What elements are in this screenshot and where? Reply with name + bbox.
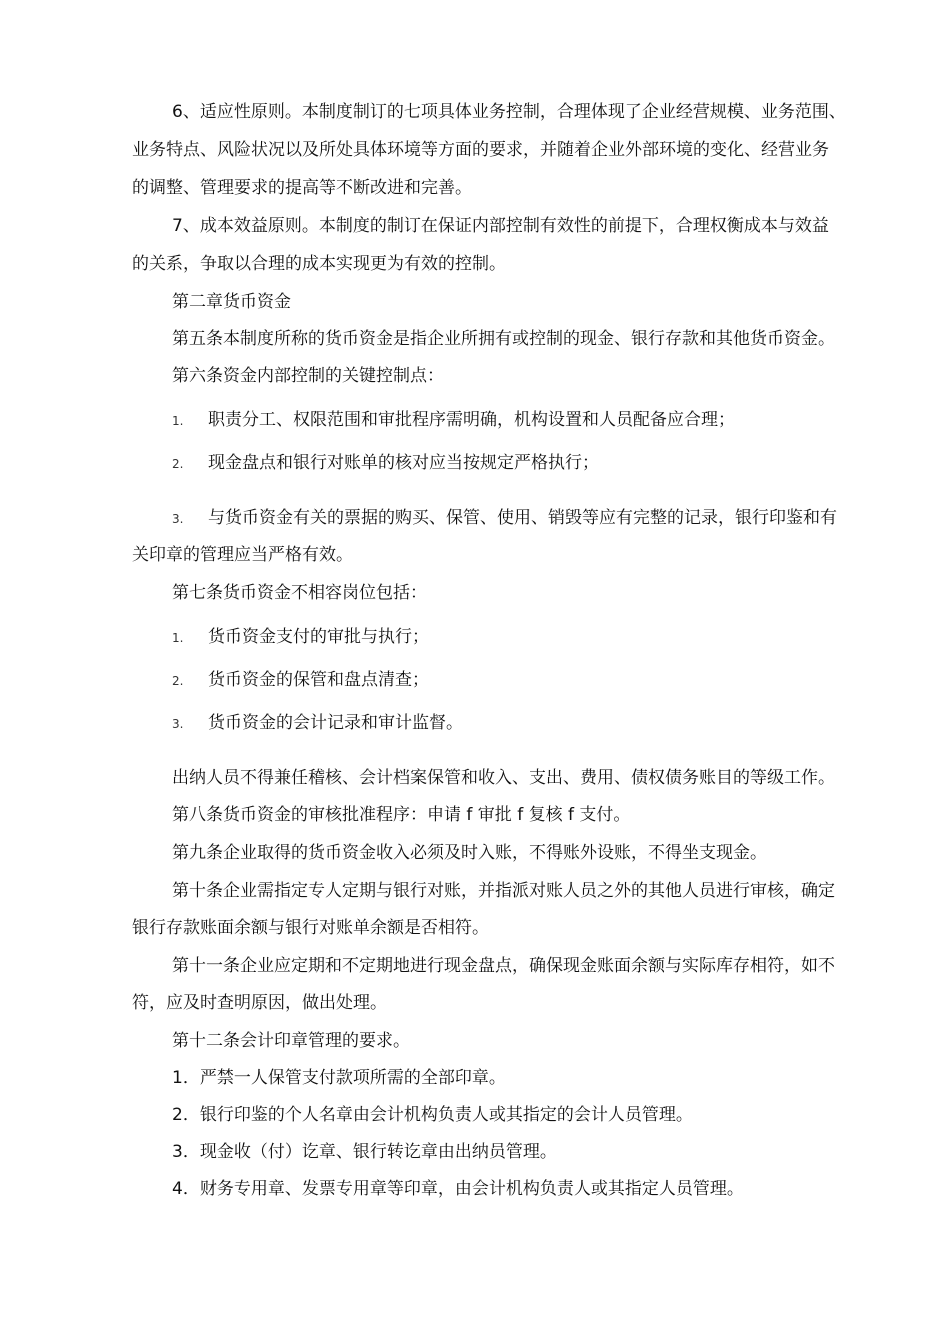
list-item-number: 2. <box>172 457 184 471</box>
list-item-number: 1. <box>172 631 184 645</box>
article-10-line-2: 银行存款账面余额与银行对账单余额是否相符。 <box>132 918 489 938</box>
list-item-number: 3. <box>172 512 184 526</box>
list-item-number: 1. <box>172 414 184 428</box>
principle-6-line-1: 6、适应性原则。本制度制订的七项具体业务控制，合理体现了企业经营规模、业务范围、 <box>172 102 846 122</box>
list-item: 现金盘点和银行对账单的核对应当按规定严格执行； <box>208 453 599 473</box>
list-item-continuation: 关印章的管理应当严格有效。 <box>132 545 353 565</box>
article-11-line-1: 第十一条企业应定期和不定期地进行现金盘点，确保现金账面余额与实际库存相符，如不 <box>172 956 835 976</box>
article-11-line-2: 符，应及时查明原因，做出处理。 <box>132 993 387 1013</box>
principle-7-line-1: 7、成本效益原则。本制度的制订在保证内部控制有效性的前提下，合理权衡成本与效益 <box>172 216 829 236</box>
list-item: 货币资金支付的审批与执行； <box>208 627 429 647</box>
seal-rule-1: 1．严禁一人保管支付款项所需的全部印章。 <box>172 1068 506 1088</box>
chapter-heading: 第二章货币资金 <box>172 292 291 312</box>
list-item: 货币资金的会计记录和审计监督。 <box>208 713 463 733</box>
article-12: 第十二条会计印章管理的要求。 <box>172 1031 410 1051</box>
article-8: 第八条货币资金的审核批准程序：申请 f 审批 f 复核 f 支付。 <box>172 805 631 825</box>
seal-rule-3: 3．现金收（付）讫章、银行转讫章由出纳员管理。 <box>172 1142 557 1162</box>
principle-6-line-3: 的调整、管理要求的提高等不断改进和完善。 <box>132 178 472 198</box>
seal-rule-4: 4．财务专用章、发票专用章等印章，由会计机构负责人或其指定人员管理。 <box>172 1179 744 1199</box>
list-item: 职责分工、权限范围和审批程序需明确，机构设置和人员配备应合理； <box>208 410 735 430</box>
article-10-line-1: 第十条企业需指定专人定期与银行对账，并指派对账人员之外的其他人员进行审核，确定 <box>172 881 835 901</box>
seal-rule-2: 2．银行印鉴的个人名章由会计机构负责人或其指定的会计人员管理。 <box>172 1105 693 1125</box>
article-9: 第九条企业取得的货币资金收入必须及时入账，不得账外设账，不得坐支现金。 <box>172 843 767 863</box>
list-item: 与货币资金有关的票据的购买、保管、使用、销毁等应有完整的记录，银行印鉴和有 <box>208 508 837 528</box>
article-7: 第七条货币资金不相容岗位包括： <box>172 583 427 603</box>
principle-6-line-2: 业务特点、风险状况以及所处具体环境等方面的要求，并随着企业外部环境的变化、经营业务 <box>132 140 829 160</box>
list-item-number: 3. <box>172 717 184 731</box>
cashier-rule: 出纳人员不得兼任稽核、会计档案保管和收入、支出、费用、债权债务账目的等级工作。 <box>172 768 835 788</box>
list-item-number: 2. <box>172 674 184 688</box>
list-item: 货币资金的保管和盘点清查； <box>208 670 429 690</box>
article-6: 第六条资金内部控制的关键控制点： <box>172 366 444 386</box>
principle-7-line-2: 的关系，争取以合理的成本实现更为有效的控制。 <box>132 254 506 274</box>
article-5: 第五条本制度所称的货币资金是指企业所拥有或控制的现金、银行存款和其他货币资金。 <box>172 329 835 349</box>
